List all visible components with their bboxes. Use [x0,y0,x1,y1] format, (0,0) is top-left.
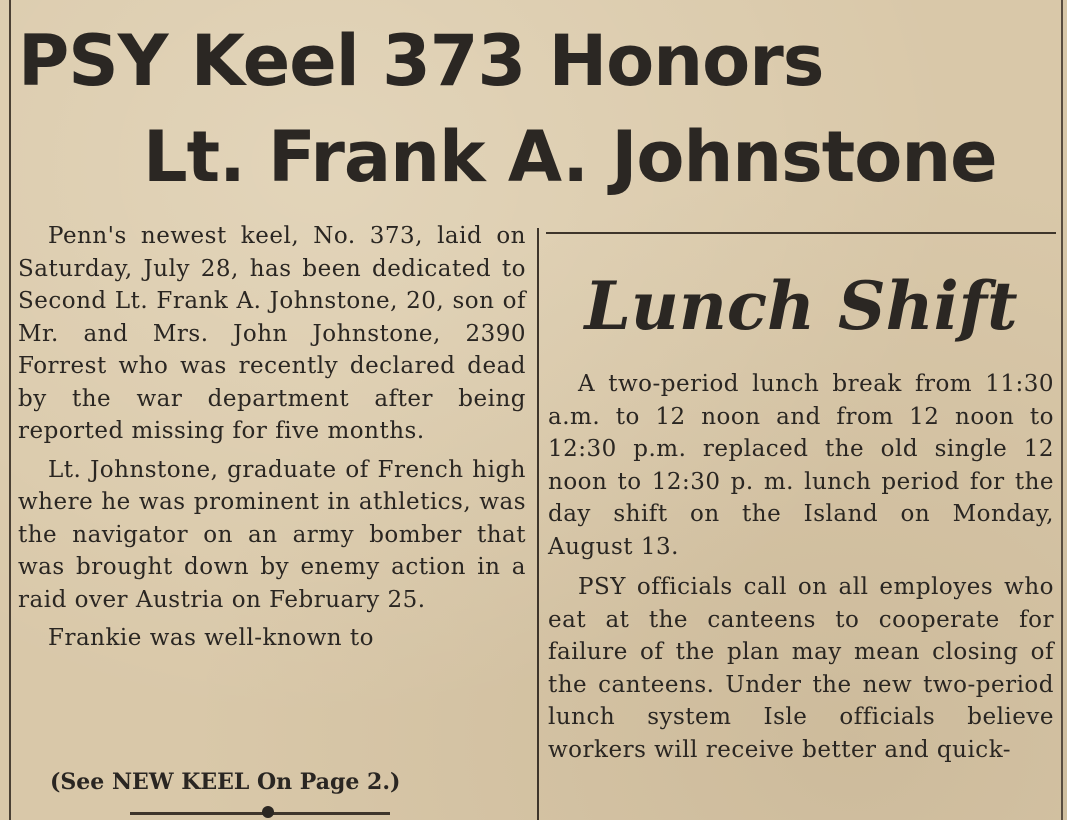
headline-line-2: Lt. Frank A. Johnstone [143,116,997,198]
sidebar-paragraph-1: A two-period lunch break from 11:30 a.m. to 12 noon and from 12 noon to 12:30 p.m. replaced the old single 12 noon to 12:30 p. m. lunch period for the day shift on the Island on Monday, August 13. [548,371,1054,560]
article-paragraph-3: Frankie was well-known to [48,625,374,651]
bottom-ornament-rule [130,812,390,815]
sidebar-paragraph-2: PSY officials call on all employes who eat at the canteens to cooperate for failure of the plan may mean closing of the canteens. Under the new two-period lunch system Isle officials believe workers will receive better and quick- [548,574,1054,763]
right-column-rule [1061,0,1063,820]
sidebar-top-rule [546,232,1056,234]
sidebar-article-body [548,368,1054,766]
continuation-note: (See NEW KEEL On Page 2.) [50,769,401,795]
article-paragraph-1: Penn's newest keel, No. 373, laid on Saturday, July 28, has been dedicated to Second Lt. Frank A. Johnstone, 20, son of Mr. and Mrs. John Johnstone, 2390 Forrest who was recently declared dead by the war department after being reported missing for five months. [18,223,526,444]
left-column-rule [9,0,11,820]
main-article-body [18,220,526,655]
headline-line-1: PSY Keel 373 Honors [18,20,824,102]
bottom-ornament-dot [262,806,274,818]
column-divider [537,228,539,820]
article-paragraph-2: Lt. Johnstone, graduate of French high where he was prominent in athletics, was the navigator on an army bomber that was brought down by enemy action in a raid over Austria on February 25. [18,456,526,613]
sidebar-headline: Lunch Shift [584,267,1018,345]
